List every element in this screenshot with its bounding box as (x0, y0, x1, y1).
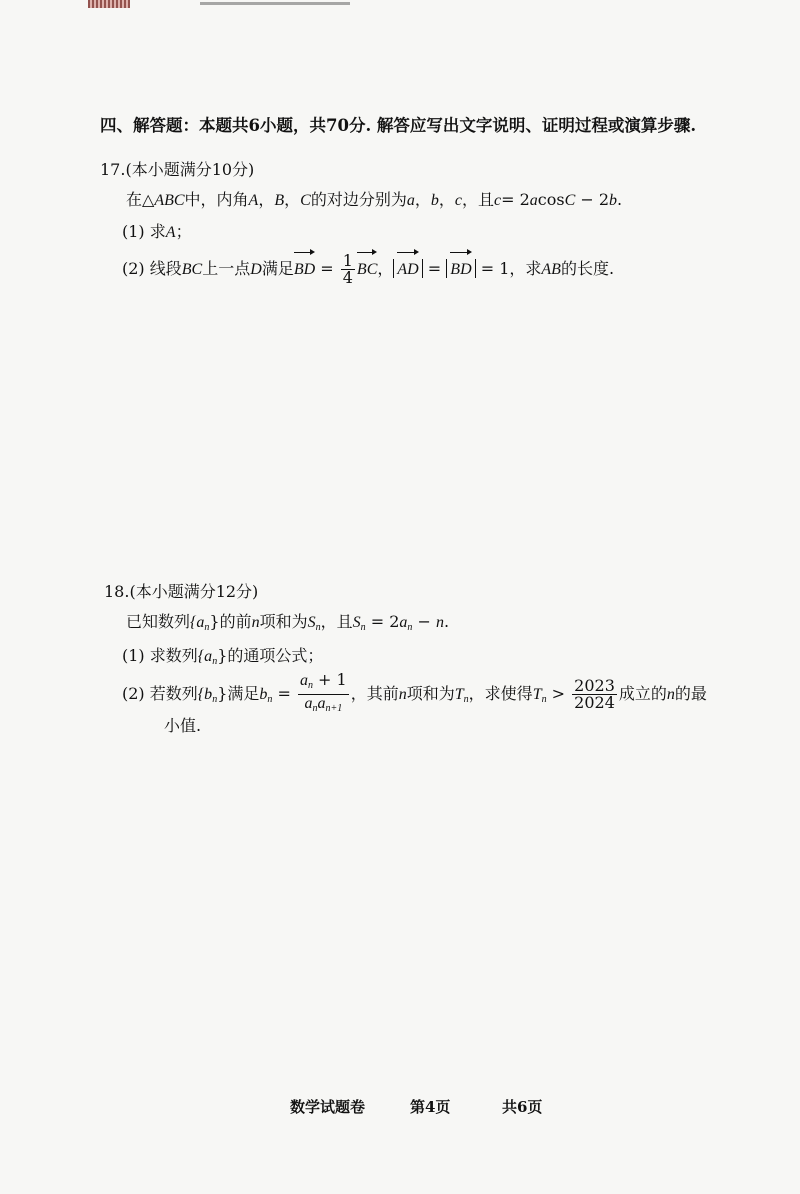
text: ，且 (461, 190, 494, 209)
var: n (436, 614, 444, 631)
text: . (444, 612, 450, 631)
var: ABC (154, 192, 185, 209)
frac-num: 2023 (574, 676, 615, 695)
text: 小值. (164, 716, 202, 735)
text: 的最 (674, 684, 707, 703)
q17-part1 (122, 222, 192, 243)
var: b (430, 192, 439, 209)
part-label: (1) (122, 222, 145, 241)
var: n (666, 686, 675, 703)
var: S (352, 614, 361, 631)
var: a (529, 192, 538, 209)
var: b (609, 192, 618, 209)
vector-ad: AD (397, 253, 418, 287)
text: 的长度. (560, 259, 615, 278)
var: {a (190, 614, 205, 631)
text: ， (284, 190, 301, 209)
section-heading-text: 四、解答题：本题共6小题，共70分. 解答应写出文字说明、证明过程或演算步骤. (100, 116, 697, 135)
var: A (165, 224, 176, 241)
section-heading (100, 116, 696, 136)
text: . (617, 190, 623, 209)
vector-bd: BD (294, 253, 315, 287)
sub: n (212, 694, 218, 705)
text: 线段 (149, 259, 182, 278)
text: } (217, 646, 228, 665)
fraction-2023-2024 (572, 678, 617, 711)
text: 的通项公式； (227, 646, 324, 665)
text: ，其前 (350, 684, 399, 703)
text: = (315, 259, 339, 278)
footer-page-number: 第4页 (410, 1098, 451, 1116)
var: C (564, 192, 576, 209)
var: a (299, 672, 308, 689)
part-label: (1) (122, 646, 145, 665)
text: ， (377, 259, 394, 278)
text: + 1 (312, 670, 347, 689)
frac-den: 4 (342, 268, 353, 287)
scan-artifact-stamp (88, 0, 130, 8)
sub: n (463, 694, 469, 705)
frac-den: 2024 (574, 693, 615, 712)
sub: n (267, 694, 273, 705)
text: = 1 (475, 259, 510, 278)
var: D (250, 261, 262, 278)
q17-score: (本小题满分10分) (125, 160, 255, 179)
sub: n+1 (325, 703, 343, 714)
text: 满足 (227, 684, 260, 703)
text: = (422, 259, 447, 278)
var: S (307, 614, 316, 631)
q17-number: 17. (100, 160, 126, 179)
text: 在△ (126, 190, 155, 209)
q18-part2 (122, 672, 707, 718)
text: ， (258, 190, 275, 209)
var: A (248, 192, 259, 209)
text: ， (438, 190, 455, 209)
var: a (406, 192, 415, 209)
frac-den (298, 695, 349, 717)
text: ， (414, 190, 431, 209)
text: 项和为 (259, 612, 308, 631)
var: c (493, 192, 502, 209)
q18-score: (本小题满分12分) (129, 582, 259, 601)
sub: n (315, 622, 321, 633)
text: = (272, 684, 296, 703)
sub: n (360, 622, 366, 633)
text: } (217, 684, 228, 703)
part-label: (2) (122, 684, 145, 703)
text: ，求使得 (468, 684, 533, 703)
text: 求数列 (149, 646, 198, 665)
var: b (259, 686, 268, 703)
sub: n (204, 622, 210, 633)
q18-stem (126, 612, 449, 638)
var: {b (197, 686, 213, 703)
sub: n (307, 680, 313, 691)
text: cos (537, 190, 565, 209)
vector-bc: BC (357, 253, 377, 287)
var: B (274, 192, 285, 209)
var: a (399, 614, 408, 631)
frac-num (298, 672, 349, 695)
var: a (304, 695, 313, 712)
text: 已知数列 (126, 612, 191, 631)
abs-bd (446, 259, 475, 278)
text: > (546, 684, 571, 703)
var: a (317, 695, 326, 712)
var: AB (541, 261, 561, 278)
text: ，且 (320, 612, 353, 631)
vector-bd-2: BD (450, 253, 471, 287)
var: BC (181, 261, 203, 278)
text: 若数列 (149, 684, 198, 703)
var: c (454, 192, 462, 209)
footer-total-pages: 共6页 (502, 1098, 543, 1116)
sub: n (407, 622, 413, 633)
text: 求 (149, 222, 166, 241)
sub: n (212, 656, 218, 667)
text: ，求 (509, 259, 542, 278)
var: T (532, 686, 542, 703)
text: 中，内角 (184, 190, 249, 209)
text: 的前 (219, 612, 252, 631)
text: − (412, 612, 436, 631)
frac-num: 1 (342, 251, 353, 270)
q18-part1 (122, 646, 323, 672)
text: 项和为 (406, 684, 455, 703)
footer-title: 数学试题卷 (290, 1098, 366, 1116)
text: 满足 (261, 259, 294, 278)
var: T (454, 686, 464, 703)
q17-header (100, 160, 254, 180)
text: } (209, 612, 220, 631)
fraction-bn (298, 672, 349, 717)
text: = 2 (501, 190, 530, 209)
var: C (300, 192, 311, 209)
fraction-one-quarter (341, 253, 355, 286)
var: {a (197, 648, 213, 665)
text: 的对边分别为 (310, 190, 407, 209)
q18-number: 18. (104, 582, 130, 601)
text: − 2 (575, 190, 610, 209)
q17-part2 (122, 252, 614, 287)
text: = 2 (365, 612, 400, 631)
q18-header (104, 582, 258, 602)
text: ； (175, 222, 192, 241)
var: n (398, 686, 407, 703)
q17-stem (126, 190, 622, 211)
part-label: (2) (122, 259, 145, 278)
sub: n (541, 694, 547, 705)
sub: n (312, 703, 318, 714)
q18-part2-continued (164, 716, 201, 736)
scan-artifact-line (200, 2, 350, 5)
abs-ad (393, 259, 422, 278)
text: 成立的 (618, 684, 667, 703)
var: n (251, 614, 260, 631)
text: 上一点 (202, 259, 251, 278)
